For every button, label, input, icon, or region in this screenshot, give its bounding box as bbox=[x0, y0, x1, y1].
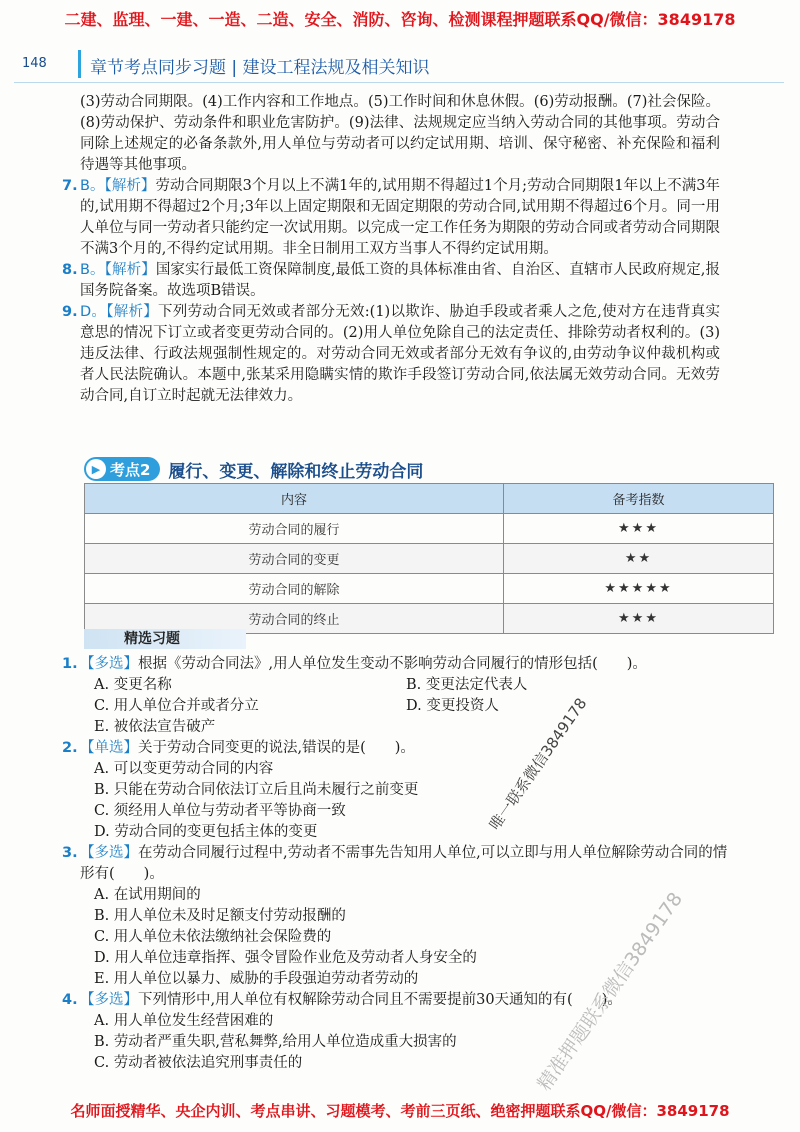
table-header-content: 内容 bbox=[85, 484, 504, 514]
answer-text: 下列劳动合同无效或者部分无效:(1)以欺诈、胁迫手段或者乘人之危,使对方在违背真实意思的情况下订立或者变更劳动合同的。(2)用人单位免除自己的法定责任、排除劳动者权利的。(3)违反法律、行政法规强制性规定的。对劳动合同无效或者部分无效有争议的,由劳动争议仲裁机构或者人民法院确认。本题中,张某采用隐瞒实情的欺诈手段签订劳动合同,依法属无效劳动合同。无效劳动合同,自订立时起就无法律效力。 bbox=[80, 304, 720, 404]
question-text: 在劳动合同履行过程中,劳动者不需事先告知用人单位,可以立即与用人单位解除劳动合同的情形有( )。 bbox=[80, 845, 728, 882]
option: A. 用人单位发生经营困难的 bbox=[94, 1013, 274, 1029]
option: C. 须经用人单位与劳动者平等协商一致 bbox=[94, 803, 346, 819]
option: D. 用人单位违章指挥、强令冒险作业危及劳动者人身安全的 bbox=[94, 950, 477, 966]
table-header-row bbox=[85, 484, 774, 514]
section-title: 履行、变更、解除和终止劳动合同 bbox=[168, 461, 424, 482]
play-icon: ▶ bbox=[86, 459, 106, 479]
question-type: 【多选】 bbox=[80, 845, 138, 861]
promo-banner-bottom: 名师面授精华、央企内训、考点串讲、习题模考、考前三页纸、绝密押题联系QQ/微信：3849178 bbox=[70, 1102, 730, 1120]
question-number: 4. bbox=[62, 992, 78, 1008]
question-text: 根据《劳动合同法》,用人单位发生变动不影响劳动合同履行的情形包括( )。 bbox=[138, 656, 647, 672]
question-stem bbox=[62, 843, 730, 885]
option: D. 变更投资人 bbox=[406, 698, 499, 714]
option: B. 只能在劳动合同依法订立后且尚未履行之前变更 bbox=[94, 782, 419, 798]
promo-banner-top: 二建、监理、一建、一造、二造、安全、消防、咨询、检测课程押题联系QQ/微信：3849178 bbox=[64, 10, 736, 29]
table-cell-stars: ★★ bbox=[504, 544, 774, 574]
question-type: 【单选】 bbox=[80, 740, 138, 756]
question-number: 1. bbox=[62, 656, 78, 672]
table-cell-stars: ★★★ bbox=[504, 514, 774, 544]
watermark-contact: 唯一联系微信3849178 bbox=[485, 694, 591, 834]
question-text: 关于劳动合同变更的说法,错误的是( )。 bbox=[138, 740, 415, 756]
option: C. 劳动者被依法追究刑事责任的 bbox=[94, 1055, 303, 1071]
page-number: 148 bbox=[22, 56, 47, 71]
question-number: 3. bbox=[62, 845, 78, 861]
option-row bbox=[94, 675, 730, 696]
question-number: 2. bbox=[62, 740, 78, 756]
answer-text: 劳动合同期限3个月以上不满1年的,试用期不得超过1个月;劳动合同期限1年以上不满3年的,试用期不得超过2个月;3年以上固定期限和无固定期限的劳动合同,试用期不得超过6个月。同一用人单位与同一劳动者只能约定一次试用期。以完成一定工作任务为期限的劳动合同或者劳动合同期限不满3个月的,不得约定试用期。非全日制用工双方当事人不得约定试用期。 bbox=[80, 178, 721, 257]
option: B. 变更法定代表人 bbox=[406, 677, 528, 693]
answer-number: 9. bbox=[62, 304, 78, 320]
table-row bbox=[85, 514, 774, 544]
option: A. 可以变更劳动合同的内容 bbox=[94, 761, 274, 777]
option: E. 被依法宣告破产 bbox=[94, 719, 216, 735]
answer-number: 7. bbox=[62, 178, 78, 194]
option-row bbox=[94, 696, 730, 717]
table-cell-content: 劳动合同的变更 bbox=[85, 544, 504, 574]
table-cell-stars: ★★★ bbox=[504, 604, 774, 634]
analysis-tag: 【解析】 bbox=[104, 262, 156, 278]
study-index-table bbox=[84, 483, 774, 634]
section-badge bbox=[84, 457, 160, 481]
section-badge-label: 考点2 bbox=[110, 460, 151, 479]
practice-label: 精选习题 bbox=[84, 629, 246, 649]
section-heading bbox=[84, 456, 423, 482]
option: C. 用人单位未依法缴纳社会保险费的 bbox=[94, 929, 332, 945]
option: C. 用人单位合并或者分立 bbox=[94, 698, 259, 714]
intro-paragraph: (3)劳动合同期限。(4)工作内容和工作地点。(5)工作时间和休息休假。(6)劳动报酬。(7)社会保险。(8)劳动保护、劳动条件和职业危害防护。(9)法律、法规规定应当纳入劳动合同的其他事项。劳动合同除上述规定的必备条款外,用人单位与劳动者可以约定试用期、培训、保守秘密、补充保险和福利待遇等其他事项。 bbox=[80, 94, 720, 173]
page-header bbox=[14, 48, 784, 83]
answer-item bbox=[62, 302, 720, 407]
question-list bbox=[62, 654, 730, 1074]
table-cell-stars: ★★★★★ bbox=[504, 574, 774, 604]
answer-key: D。 bbox=[80, 304, 107, 320]
answer-section bbox=[62, 92, 721, 407]
analysis-tag: 【解析】 bbox=[104, 178, 156, 194]
question-text: 下列情形中,用人单位有权解除劳动合同且不需要提前30天通知的有( )。 bbox=[138, 992, 622, 1008]
watermark-faded: 精准押题联系微信3849178 bbox=[533, 888, 688, 1095]
table-cell-content: 劳动合同的解除 bbox=[85, 574, 504, 604]
question-stem bbox=[62, 738, 730, 759]
question-type: 【多选】 bbox=[80, 992, 138, 1008]
option: B. 劳动者严重失职,营私舞弊,给用人单位造成重大损害的 bbox=[94, 1034, 457, 1050]
answer-item bbox=[62, 176, 721, 260]
answer-item bbox=[62, 260, 721, 302]
header-accent-bar bbox=[78, 50, 81, 78]
page-title: 章节考点同步习题 | 建设工程法规及相关知识 bbox=[90, 58, 430, 78]
table-row bbox=[85, 574, 774, 604]
option: A. 变更名称 bbox=[94, 677, 172, 693]
option: D. 劳动合同的变更包括主体的变更 bbox=[94, 824, 318, 840]
question-stem bbox=[62, 990, 730, 1011]
question-type: 【多选】 bbox=[80, 656, 138, 672]
answer-key: B。 bbox=[80, 178, 105, 194]
question-stem bbox=[62, 654, 730, 675]
answer-text: 国家实行最低工资保障制度,最低工资的具体标准由省、自治区、直辖市人民政府规定,报国务院备案。故选项B错误。 bbox=[80, 262, 721, 299]
table-header-index: 备考指数 bbox=[504, 484, 774, 514]
answer-number: 8. bbox=[62, 262, 78, 278]
analysis-tag: 【解析】 bbox=[106, 304, 159, 320]
table-row bbox=[85, 544, 774, 574]
option: E. 用人单位以暴力、威胁的手段强迫劳动者劳动的 bbox=[94, 971, 419, 987]
answer-key: B。 bbox=[80, 262, 105, 278]
option: B. 用人单位未及时足额支付劳动报酬的 bbox=[94, 908, 346, 924]
table-cell-content: 劳动合同的履行 bbox=[85, 514, 504, 544]
table-cell-content: 劳动合同的终止 bbox=[85, 604, 504, 634]
option: A. 在试用期间的 bbox=[94, 887, 201, 903]
